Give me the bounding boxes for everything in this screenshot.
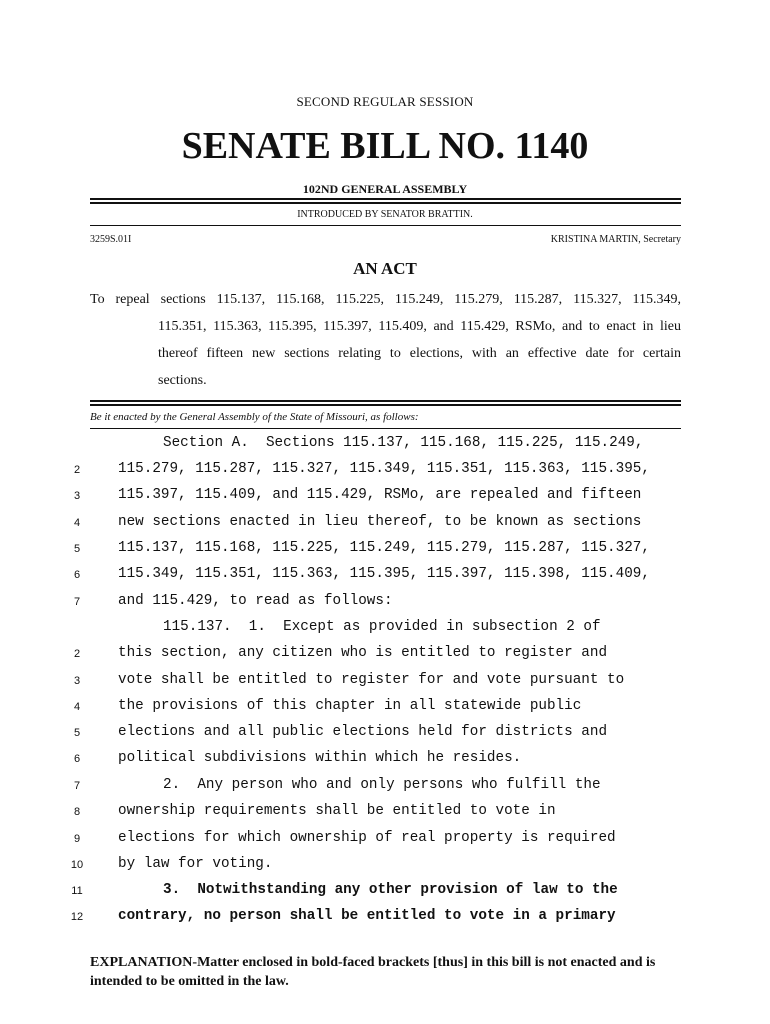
line-text: 115.349, 115.351, 115.363, 115.395, 115.397, 115.398, 115.409, xyxy=(118,566,650,582)
body-line xyxy=(0,670,770,696)
line-text: 115.397, 115.409, and 115.429, RSMo, are repealed and fifteen xyxy=(118,487,642,503)
line-text: 115.137. 1. Except as provided in subsection 2 of xyxy=(163,619,601,635)
line-text: elections and all public elections held for districts and xyxy=(118,724,608,740)
line-text: this section, any citizen who is entitled to register and xyxy=(118,645,608,661)
line-number: 3 xyxy=(73,490,81,502)
line-number: 9 xyxy=(73,833,81,845)
line-number: 5 xyxy=(73,543,81,555)
enacting-divider xyxy=(90,428,681,429)
body-line xyxy=(0,828,770,854)
line-number: 4 xyxy=(73,517,81,529)
line-text: Section A. Sections 115.137, 115.168, 115.225, 115.249, xyxy=(163,435,644,451)
assembly-label: 102ND GENERAL ASSEMBLY xyxy=(302,182,468,196)
line-text: and 115.429, to read as follows: xyxy=(118,593,393,609)
act-divider xyxy=(90,400,681,406)
body-line xyxy=(0,722,770,748)
line-text: elections for which ownership of real property is required xyxy=(118,830,616,846)
body-line xyxy=(0,564,770,590)
bill-code: 3259S.01I xyxy=(90,234,132,245)
line-text: political subdivisions within which he resides. xyxy=(118,750,522,766)
introduced-divider xyxy=(90,225,681,226)
header-divider xyxy=(90,198,681,204)
line-text: 2. Any person who and only persons who fulfill the xyxy=(163,777,601,793)
line-number: 7 xyxy=(73,596,81,608)
line-text: the provisions of this chapter in all statewide public xyxy=(118,698,582,714)
bill-number-title: SENATE BILL NO. 1140 xyxy=(181,125,589,167)
introduced-by: INTRODUCED BY SENATOR BRATTIN. xyxy=(297,209,473,220)
line-number: 2 xyxy=(73,648,81,660)
line-number: 2 xyxy=(73,464,81,476)
body-line xyxy=(0,433,770,459)
explanation-note: EXPLANATION-Matter enclosed in bold-faced brackets [thus] in this bill is not enacted and is intended to be omitted in the law. xyxy=(90,955,656,989)
line-number: 6 xyxy=(73,569,81,581)
line-text: new sections enacted in lieu thereof, to be known as sections xyxy=(118,514,642,530)
line-number: 7 xyxy=(73,780,81,792)
line-text: 115.279, 115.287, 115.327, 115.349, 115.351, 115.363, 115.395, xyxy=(118,461,650,477)
line-text: contrary, no person shall be entitled to vote in a primary xyxy=(118,908,616,924)
body-line xyxy=(0,906,770,932)
line-number: 4 xyxy=(73,701,81,713)
body-line xyxy=(0,617,770,643)
secretary-name: KRISTINA MARTIN, Secretary xyxy=(550,234,681,245)
act-title-line-4: sections. xyxy=(158,373,207,388)
body-line xyxy=(0,459,770,485)
body-line xyxy=(0,591,770,617)
act-title-line-3: thereof fifteen new sections relating to elections, with an effective date for certain xyxy=(158,346,681,361)
body-line xyxy=(0,512,770,538)
line-number: 12 xyxy=(70,911,84,923)
line-number: 10 xyxy=(70,859,84,871)
line-number: 5 xyxy=(73,727,81,739)
body-line xyxy=(0,775,770,801)
line-text: 115.137, 115.168, 115.225, 115.249, 115.279, 115.287, 115.327, xyxy=(118,540,650,556)
session-label: SECOND REGULAR SESSION xyxy=(296,94,474,109)
body-line xyxy=(0,643,770,669)
act-title-line-2: 115.351, 115.363, 115.395, 115.397, 115.409, and 115.429, RSMo, and to enact in lieu xyxy=(158,319,681,334)
body-line xyxy=(0,854,770,880)
body-line xyxy=(0,538,770,564)
body-line xyxy=(0,880,770,906)
line-number: 8 xyxy=(73,806,81,818)
line-number: 6 xyxy=(73,753,81,765)
act-title-line-1: To repeal sections 115.137, 115.168, 115.225, 115.249, 115.279, 115.287, 115.327, 115.349, xyxy=(90,292,681,307)
body-line xyxy=(0,485,770,511)
line-text: vote shall be entitled to register for and vote pursuant to xyxy=(118,672,625,688)
enacting-clause: Be it enacted by the General Assembly of the State of Missouri, as follows: xyxy=(90,411,419,423)
act-heading: AN ACT xyxy=(353,259,417,278)
line-number: 11 xyxy=(71,885,83,897)
line-text: by law for voting. xyxy=(118,856,273,872)
body-line xyxy=(0,696,770,722)
body-line xyxy=(0,801,770,827)
line-text: 3. Notwithstanding any other provision of law to the xyxy=(163,882,618,898)
line-text: ownership requirements shall be entitled to vote in xyxy=(118,803,556,819)
body-line xyxy=(0,748,770,774)
line-number: 3 xyxy=(73,675,81,687)
